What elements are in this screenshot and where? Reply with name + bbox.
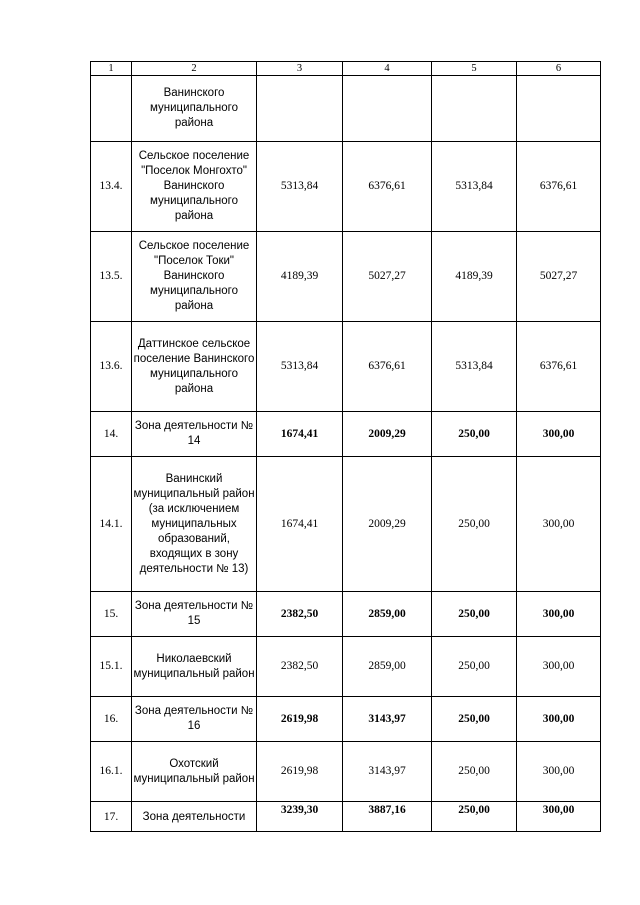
row-value-6: 300,00	[517, 412, 601, 457]
row-value-4: 5027,27	[343, 232, 432, 322]
row-number: 15.	[91, 592, 132, 637]
row-value-3: 2619,98	[257, 697, 343, 742]
table-row	[91, 457, 601, 592]
table-row	[91, 76, 601, 142]
row-value-5: 250,00	[432, 457, 517, 592]
tariff-table	[90, 61, 601, 832]
row-value-6: 300,00	[517, 802, 601, 832]
row-value-4: 6376,61	[343, 142, 432, 232]
row-value-6: 6376,61	[517, 322, 601, 412]
row-name: Зона деятельности	[132, 802, 257, 832]
row-value-5: 250,00	[432, 742, 517, 802]
row-value-5: 250,00	[432, 412, 517, 457]
row-name: Николаевский муниципальный район	[132, 637, 257, 697]
row-name: Сельское поселение "Поселок Токи" Ванинского муниципального района	[132, 232, 257, 322]
row-name: Сельское поселение "Поселок Монгохто" Ванинского муниципального района	[132, 142, 257, 232]
row-value-4: 2009,29	[343, 457, 432, 592]
row-value-5: 250,00	[432, 802, 517, 832]
row-value-3: 2382,50	[257, 637, 343, 697]
row-value-3	[257, 76, 343, 142]
row-number: 14.	[91, 412, 132, 457]
row-number: 13.5.	[91, 232, 132, 322]
row-value-3: 1674,41	[257, 457, 343, 592]
row-value-5: 5313,84	[432, 142, 517, 232]
row-number	[91, 76, 132, 142]
row-value-4: 2859,00	[343, 637, 432, 697]
column-header: 2	[132, 62, 257, 76]
table-row	[91, 322, 601, 412]
row-value-3: 2382,50	[257, 592, 343, 637]
row-value-6: 5027,27	[517, 232, 601, 322]
row-value-4: 6376,61	[343, 322, 432, 412]
row-value-6: 300,00	[517, 697, 601, 742]
zone-row	[91, 802, 601, 832]
table-row	[91, 637, 601, 697]
row-value-3: 4189,39	[257, 232, 343, 322]
column-header: 5	[432, 62, 517, 76]
row-value-4: 3143,97	[343, 697, 432, 742]
column-header: 6	[517, 62, 601, 76]
row-value-5	[432, 76, 517, 142]
row-value-4: 2009,29	[343, 412, 432, 457]
row-value-5: 5313,84	[432, 322, 517, 412]
row-value-5: 4189,39	[432, 232, 517, 322]
row-name: Даттинское сельское поселение Ванинского муниципального района	[132, 322, 257, 412]
row-name: Ванинский муниципальный район (за исключением муниципальных образований, входящих в зону деятельности № 13)	[132, 457, 257, 592]
zone-row	[91, 592, 601, 637]
column-header: 3	[257, 62, 343, 76]
row-value-4: 3143,97	[343, 742, 432, 802]
row-value-3: 2619,98	[257, 742, 343, 802]
row-value-4: 2859,00	[343, 592, 432, 637]
row-value-3: 5313,84	[257, 322, 343, 412]
row-name: Зона деятельности № 16	[132, 697, 257, 742]
row-number: 14.1.	[91, 457, 132, 592]
row-value-6	[517, 76, 601, 142]
row-value-6: 300,00	[517, 742, 601, 802]
row-name: Ванинского муниципального района	[132, 76, 257, 142]
row-value-4: 3887,16	[343, 802, 432, 832]
row-value-6: 6376,61	[517, 142, 601, 232]
table-row	[91, 142, 601, 232]
table-row	[91, 742, 601, 802]
row-value-6: 300,00	[517, 592, 601, 637]
row-number: 15.1.	[91, 637, 132, 697]
row-name: Зона деятельности № 14	[132, 412, 257, 457]
row-value-3: 5313,84	[257, 142, 343, 232]
row-value-5: 250,00	[432, 592, 517, 637]
row-number: 16.1.	[91, 742, 132, 802]
column-header: 1	[91, 62, 132, 76]
row-number: 13.6.	[91, 322, 132, 412]
row-value-6: 300,00	[517, 637, 601, 697]
row-value-3: 1674,41	[257, 412, 343, 457]
header-row	[91, 62, 601, 76]
row-value-3: 3239,30	[257, 802, 343, 832]
row-value-5: 250,00	[432, 697, 517, 742]
zone-row	[91, 697, 601, 742]
zone-row	[91, 412, 601, 457]
table-row	[91, 232, 601, 322]
row-number: 16.	[91, 697, 132, 742]
row-number: 17.	[91, 802, 132, 832]
row-number: 13.4.	[91, 142, 132, 232]
row-value-5: 250,00	[432, 637, 517, 697]
column-header: 4	[343, 62, 432, 76]
row-name: Зона деятельности № 15	[132, 592, 257, 637]
row-value-6: 300,00	[517, 457, 601, 592]
row-value-4	[343, 76, 432, 142]
row-name: Охотский муниципальный район	[132, 742, 257, 802]
